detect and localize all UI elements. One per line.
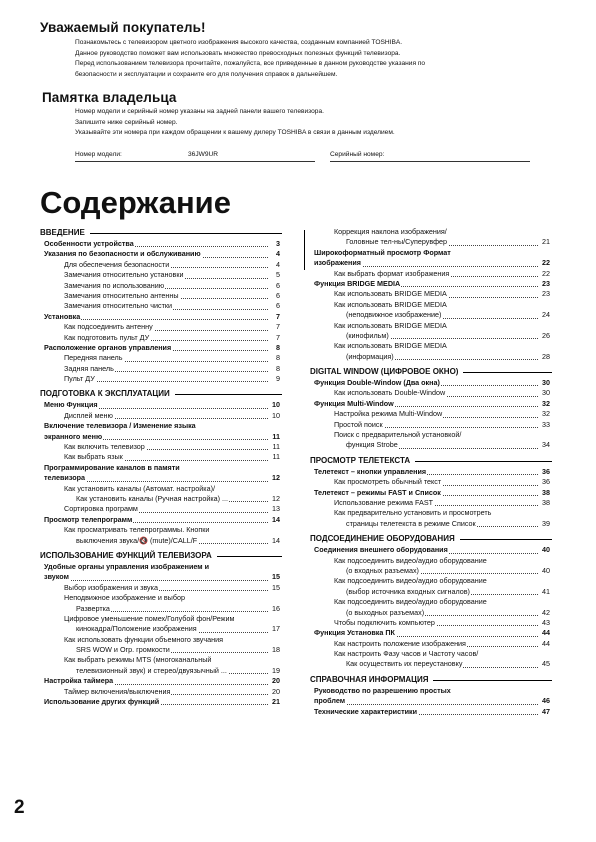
leader-dots [314, 704, 538, 705]
page-ref: 8 [276, 363, 280, 373]
page-ref: 6 [276, 280, 280, 290]
toc-entry[interactable] [310, 420, 552, 430]
page-ref: 4 [276, 249, 280, 259]
entry-title: Настройка режима Multi-Window [334, 409, 443, 419]
entry-title: Как использовать BRIDGE MEDIA [334, 289, 447, 299]
entry-title: Телетекст – режимы FAST и Список [314, 487, 441, 497]
page-ref: 7 [276, 332, 280, 342]
toc-entry[interactable] [310, 341, 552, 351]
leader-dots [44, 580, 268, 581]
entry-title: Пульт ДУ [64, 374, 95, 384]
page-ref: 20 [272, 686, 280, 696]
page-ref: 12 [272, 473, 280, 483]
entry-title: Как подготовить пульт ДУ [64, 332, 150, 342]
entry-title: Как использовать BRIDGE MEDIA [334, 341, 447, 351]
entry-title: Соединения внешнего оборудования [314, 545, 448, 555]
entry-title: (о входных разъемах) [346, 565, 419, 575]
entry-title: Передняя панель [64, 353, 123, 363]
page-ref: 11 [272, 442, 280, 452]
toc-entry[interactable] [310, 269, 552, 279]
entry-title: Руководство по разрешению простых [314, 685, 451, 695]
toc-section-header [40, 388, 282, 400]
page-ref: 38 [542, 487, 550, 497]
entry-title: Замечания относительно антенны [64, 290, 179, 300]
toc-entry[interactable] [310, 300, 552, 310]
toc-entry[interactable] [40, 484, 282, 494]
toc-entry[interactable] [40, 291, 282, 301]
page-ref: 4 [276, 259, 280, 269]
toc-entry[interactable] [310, 649, 552, 659]
page-ref: 7 [276, 322, 280, 332]
entry-title: Как осуществить их переустановку [346, 659, 463, 669]
entry-title: Как установить каналы (Автомат. настройка)/ [64, 483, 215, 493]
section-title: ПОДСОЕДИНЕНИЕ ОБОРУДОВАНИЯ [310, 534, 455, 544]
toc-entry[interactable] [310, 248, 552, 258]
page-ref: 32 [542, 398, 550, 408]
toc-entry[interactable] [310, 289, 552, 299]
toc-entry[interactable] [40, 260, 282, 270]
entry-title: Простой поиск [334, 419, 383, 429]
page-ref: 6 [276, 290, 280, 300]
entry-title: Меню Функция [44, 400, 98, 410]
entry-title: SRS WOW и Огр. громкости [76, 645, 170, 655]
page-ref: 22 [542, 258, 550, 268]
toc-left-column [40, 227, 282, 707]
entry-title: Как использовать BRIDGE MEDIA [334, 299, 447, 309]
page-ref: 22 [542, 268, 550, 278]
page-ref: 8 [276, 342, 280, 352]
page-ref: 24 [542, 310, 550, 320]
entry-title: кинокадра/Положение изображения [76, 624, 197, 634]
page-ref: 41 [542, 586, 550, 596]
section-rule [217, 556, 282, 557]
entry-title: Коррекция наклона изображения/ [334, 227, 447, 236]
toc-entry[interactable] [40, 301, 282, 311]
page-ref: 9 [276, 374, 280, 384]
entry-title: Как выбрать формат изображения [334, 268, 450, 278]
page-ref: 47 [542, 706, 550, 716]
toc-entry[interactable] [310, 587, 552, 597]
entry-title: Головные тел-ны/Суперувфер [346, 237, 447, 247]
toc-entry[interactable] [310, 659, 552, 669]
entry-title: Замечания относительно установки [64, 270, 184, 280]
toc-entry[interactable] [40, 645, 282, 655]
page-ref: 18 [272, 645, 280, 655]
page-ref: 14 [272, 514, 280, 524]
toc-entry[interactable] [40, 353, 282, 363]
toc-entry[interactable] [40, 494, 282, 504]
page-ref: 43 [542, 617, 550, 627]
entry-title: (информация) [346, 351, 394, 361]
toc-entry[interactable] [40, 249, 282, 259]
serial-underline [330, 161, 530, 162]
page-ref: 23 [542, 278, 550, 288]
page-ref: 28 [542, 351, 550, 361]
page-ref: 36 [542, 466, 550, 476]
entry-title: Функция Double-Window (Два окна) [314, 378, 440, 388]
toc-entry[interactable] [40, 463, 282, 473]
entry-title: Особенности устройства [44, 239, 134, 248]
toc-entry[interactable] [40, 666, 282, 676]
entry-title: (неподвижное изображение) [346, 310, 442, 320]
entry-title: (выбор источника входных сигналов) [346, 586, 470, 596]
page-ref: 30 [542, 378, 550, 388]
toc-section-header [310, 674, 552, 686]
toc-entry[interactable] [40, 312, 282, 322]
toc-entry[interactable] [40, 411, 282, 421]
entry-title: телевизора [44, 473, 85, 483]
toc-entry[interactable] [310, 388, 552, 398]
toc-entry[interactable] [40, 473, 282, 483]
toc-entry[interactable] [40, 504, 282, 514]
toc-entry[interactable] [310, 399, 552, 409]
section-title: ПРОСМОТР ТЕЛЕТЕКСТА [310, 455, 411, 465]
entry-title: Указания по безопасности и обслуживанию [44, 249, 201, 259]
page-ref: 44 [542, 638, 550, 648]
toc-entry[interactable] [310, 618, 552, 628]
toc-entry[interactable] [40, 614, 282, 624]
model-value: 36JW9UR [188, 151, 219, 158]
entry-title: страницы телетекста в режиме Список [346, 518, 476, 528]
toc-entry[interactable] [310, 279, 552, 289]
text-line: Познакомьтесь с телевизором цветного изображения высокого качества, созданным компанией TOSHIBA. [75, 39, 403, 46]
toc-entry[interactable] [40, 442, 282, 452]
toc-entry[interactable] [310, 258, 552, 268]
toc-section-header [310, 455, 552, 467]
toc-entry[interactable] [310, 352, 552, 362]
toc-section-header [40, 550, 282, 562]
toc-entry[interactable] [310, 227, 552, 237]
toc-section-header [40, 227, 282, 239]
page-number: 2 [14, 797, 25, 818]
page-ref: 17 [272, 624, 280, 634]
text-line: безопасности и эксплуатации и сохраните его для получения справок в дальнейшем. [75, 70, 338, 78]
entry-title: Неподвижное изображение и выбор [64, 593, 185, 603]
toc-entry[interactable] [310, 696, 552, 706]
toc-entry[interactable] [40, 687, 282, 697]
page-ref: 7 [276, 311, 280, 321]
toc-entry[interactable] [310, 378, 552, 388]
toc-entry[interactable] [40, 572, 282, 582]
section-rule [433, 680, 552, 681]
entry-title: Включение телевизора / Изменение языка [44, 421, 196, 431]
section-title: ИСПОЛЬЗОВАНИЕ ФУНКЦИЙ ТЕЛЕВИЗОРА [40, 550, 212, 560]
page-ref: 44 [542, 628, 550, 638]
entry-title: Удобные органы управления изображением и [44, 561, 210, 571]
toc-entry[interactable] [310, 498, 552, 508]
section-title: DIGITAL WINDOW (ЦИФРОВОЕ ОКНО) [310, 367, 459, 377]
page-ref: 32 [542, 409, 550, 419]
model-underline [75, 161, 315, 162]
entry-title: Как использовать Double-Window [334, 388, 446, 398]
entry-title: Чтобы подключить компьютер [334, 617, 435, 627]
toc-entry[interactable] [40, 343, 282, 353]
page-ref: 10 [272, 410, 280, 420]
page-ref: 26 [542, 330, 550, 340]
page-ref: 12 [272, 493, 280, 503]
toc-entry[interactable] [40, 525, 282, 535]
toc-entry[interactable] [40, 281, 282, 291]
toc-entry[interactable] [310, 639, 552, 649]
entry-title: Как выбрать язык [64, 452, 123, 462]
toc-entry[interactable] [310, 477, 552, 487]
entry-title: Как просмотреть обычный текст [334, 477, 442, 487]
entry-title: выключения звука/🔇 (mute)/CALL/F [76, 535, 198, 545]
toc-entry[interactable] [310, 686, 552, 696]
page-ref: 23 [542, 289, 550, 299]
toc-entry[interactable] [40, 270, 282, 280]
toc-entry[interactable] [40, 583, 282, 593]
entry-title: Замечания по использованию [64, 280, 165, 290]
entry-title: изображения [314, 258, 361, 268]
column-divider [304, 230, 305, 270]
section-title: ВВЕДЕНИЕ [40, 228, 85, 237]
entry-title: функция Strobe [346, 440, 398, 450]
toc-entry[interactable] [310, 556, 552, 566]
entry-title: Как установить каналы (Ручная настройка) ... [76, 493, 229, 503]
toc-entry[interactable] [40, 635, 282, 645]
toc-entry[interactable] [40, 562, 282, 572]
toc-entry[interactable] [310, 608, 552, 618]
entry-title: (кинофильм) [346, 330, 389, 340]
page-ref: 16 [272, 603, 280, 613]
page-ref: 15 [272, 582, 280, 592]
page-ref: 45 [542, 659, 550, 669]
entry-title: Как использовать BRIDGE MEDIA [334, 320, 447, 330]
page-ref: 38 [542, 497, 550, 507]
toc-entry[interactable] [40, 400, 282, 410]
toc-entry[interactable] [310, 545, 552, 555]
page-ref: 19 [272, 665, 280, 675]
entry-title: Как просматривать телепрограммы. Кнопки [64, 525, 210, 535]
entry-title: Для обеспечения безопасности [64, 259, 170, 269]
toc-entry[interactable] [310, 467, 552, 477]
toc-title: Содержание [40, 185, 231, 220]
toc-entry[interactable] [40, 322, 282, 332]
entry-title: Сортировка программ [64, 504, 138, 514]
owner-memo-title: Памятка владельца [42, 90, 177, 105]
toc-entry[interactable] [310, 566, 552, 576]
entry-title: звуком [44, 572, 69, 582]
text-line: Указывайте эти номера при каждом обращении к вашему дилеру TOSHIBA в связи в данным изделием. [75, 129, 395, 137]
serial-label: Серийный номер: [330, 151, 385, 158]
toc-entry[interactable] [310, 430, 552, 440]
section-rule [175, 394, 282, 395]
toc-entry[interactable] [310, 707, 552, 717]
toc-entry[interactable] [40, 624, 282, 634]
toc-entry[interactable] [310, 237, 552, 247]
entry-title: Как выбрать режимы MTS (многоканальный [64, 655, 212, 665]
toc-entry[interactable] [40, 364, 282, 374]
entry-title: Использование других функций [44, 697, 160, 707]
entry-title: Таймер включения/выключения [64, 686, 171, 696]
section-title: ПОДГОТОВКА К ЭКСПЛУАТАЦИИ [40, 389, 170, 399]
entry-title: Развертка [76, 603, 110, 613]
toc-entry[interactable] [40, 421, 282, 431]
page-ref: 8 [276, 353, 280, 363]
text-line: Перед использованием телевизора прочитайте, пожалуйста, все приведенные в данном руководстве указания по [75, 60, 426, 68]
toc-right-column [310, 227, 552, 717]
toc-entry[interactable] [40, 374, 282, 384]
entry-title: Просмотр телепрограмм [44, 514, 133, 524]
page-ref: 20 [272, 676, 280, 686]
section-rule [463, 372, 552, 373]
toc-entry[interactable] [40, 593, 282, 603]
section-title: СПРАВОЧНАЯ ИНФОРМАЦИЯ [310, 674, 429, 684]
section-rule [90, 233, 282, 234]
entry-title: Как подсоединить видео/аудио оборудование [334, 597, 487, 607]
toc-entry[interactable] [310, 321, 552, 331]
toc-entry[interactable] [40, 697, 282, 707]
entry-title: проблем [314, 696, 346, 706]
toc-entry[interactable] [40, 239, 282, 249]
toc-entry[interactable] [40, 604, 282, 614]
toc-section-header [310, 366, 552, 378]
entry-title: Цифровое уменьшение помех/Голубой фон/Режим [64, 613, 235, 623]
page-ref: 5 [276, 270, 280, 280]
text-line: Номер модели и серийный номер указаны на задней панели вашего телевизора. [75, 108, 324, 115]
page-ref: 46 [542, 696, 550, 706]
page-ref: 13 [272, 504, 280, 514]
dear-customer-title: Уважаемый покупатель! [40, 20, 206, 35]
entry-title: Как использовать функции объемного звучания [64, 634, 224, 644]
toc-entry[interactable] [310, 310, 552, 320]
page-ref: 21 [542, 237, 550, 247]
entry-title: телевизионный звук) и стерео/двуязычный ... [76, 665, 227, 675]
text-line: Запишите ниже серийный номер. [75, 118, 178, 126]
entry-title: Функция Multi-Window [314, 398, 394, 408]
page-ref: 33 [542, 419, 550, 429]
toc-entry[interactable] [310, 576, 552, 586]
entry-title: Как настроить положение изображения [334, 638, 466, 648]
toc-entry[interactable] [310, 628, 552, 638]
toc-entry[interactable] [40, 676, 282, 686]
section-rule [460, 539, 552, 540]
toc-entry[interactable] [40, 432, 282, 442]
entry-title: Поиск с предварительной установкой/ [334, 430, 462, 440]
toc-entry[interactable] [310, 409, 552, 419]
page-ref: 39 [542, 518, 550, 528]
section-rule [415, 461, 552, 462]
model-label: Номер модели: [75, 151, 122, 158]
page-ref: 6 [276, 301, 280, 311]
page-ref: 30 [542, 388, 550, 398]
page-ref: 40 [542, 565, 550, 575]
owner-memo-text [75, 107, 395, 139]
entry-title: (о выходных разъемах) [346, 607, 425, 617]
entry-title: Настройка таймера [44, 676, 114, 686]
entry-title: Телетекст – кнопки управления [314, 466, 427, 476]
page-ref: 42 [542, 607, 550, 617]
dear-customer-text [75, 38, 425, 80]
entry-title: Как настроить Фазу часов и Частоту часов/ [334, 649, 479, 659]
toc-entry[interactable] [40, 452, 282, 462]
text-line: Данное руководство поможет вам использовать множество превосходных полезных функций телевизора. [75, 49, 401, 57]
toc-entry[interactable] [310, 488, 552, 498]
toc-entry[interactable] [40, 333, 282, 343]
entry-title: Задняя панель [64, 363, 114, 373]
entry-title: Как подсоединить видео/аудио оборудование [334, 576, 487, 586]
toc-entry[interactable] [40, 515, 282, 525]
entry-title: Как подсоединить антенну [64, 322, 153, 332]
toc-entry[interactable] [310, 519, 552, 529]
entry-title: Установка [44, 311, 81, 321]
page-ref: 14 [272, 535, 280, 545]
page-ref: 11 [272, 431, 280, 441]
page-ref: 21 [272, 697, 280, 707]
page-ref: 36 [542, 477, 550, 487]
page-ref: 34 [542, 440, 550, 450]
entry-title: Расположение органов управления [44, 342, 172, 352]
page-ref: 10 [272, 400, 280, 410]
entry-title: Дисплей меню [64, 410, 113, 420]
entry-title: Как включить телевизор [64, 442, 145, 452]
entry-title: Как подсоединить видео/аудио оборудование [334, 555, 487, 565]
entry-title: Функция Установка ПК [314, 628, 395, 638]
page-ref: 3 [276, 239, 280, 248]
toc-entry[interactable] [40, 536, 282, 546]
entry-title: Как предварительно установить и просмотреть [334, 508, 492, 518]
entry-title: Выбор изображения и звука [64, 582, 158, 592]
page-ref: 11 [272, 452, 280, 462]
toc-entry[interactable] [310, 331, 552, 341]
page-ref: 40 [542, 545, 550, 555]
toc-entry[interactable] [310, 440, 552, 450]
entry-title: Замечания относительно чистки [64, 301, 173, 311]
entry-title: экранного меню [44, 431, 103, 441]
toc-entry[interactable] [310, 508, 552, 518]
entry-title: Технические характеристики [314, 706, 418, 716]
entry-title: Функция BRIDGE MEDIA [314, 278, 401, 288]
toc-section-header [310, 533, 552, 545]
entry-title: Программирование каналов в памяти [44, 462, 180, 472]
page-ref: 15 [272, 572, 280, 582]
entry-title: Широкоформатный просмотр Формат [314, 247, 451, 257]
toc-entry[interactable] [310, 597, 552, 607]
toc-entry[interactable] [40, 655, 282, 665]
entry-title: Использование режима FAST [334, 497, 433, 507]
